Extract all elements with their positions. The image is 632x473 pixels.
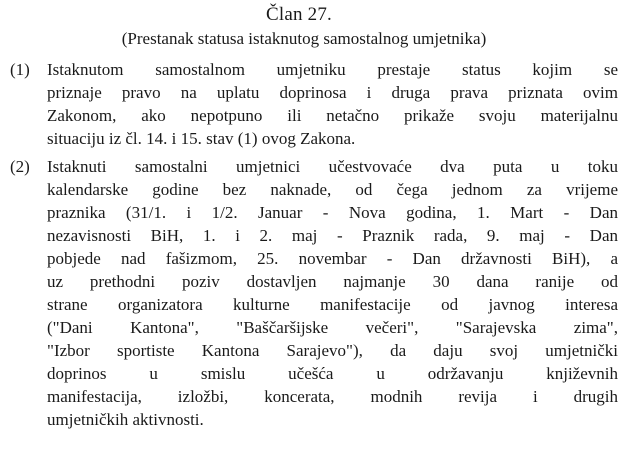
paragraph-body [47, 155, 618, 431]
article-subtitle [0, 28, 632, 49]
article-title-text: Član 27. [266, 4, 332, 25]
paragraph-line: manifestacija, izložbi, koncerata, modnih revija i drugih [47, 387, 618, 406]
paragraph-line: doprinos u smislu učešća u održavanju književnih [47, 364, 618, 383]
paragraph-line: nezavisnosti BiH, 1. i 2. maj - Praznik rada, 9. maj - Dan [47, 226, 618, 245]
paragraph-line: situaciju iz čl. 14. i 15. stav (1) ovog Zakona. [47, 129, 356, 148]
paragraph-line: Istaknutom samostalnom umjetniku prestaje status kojim se [47, 60, 618, 79]
paragraph-line: Zakonom, ako nepotpuno ili netačno prikaže svoju materijalnu [47, 106, 618, 125]
paragraph-line: priznaje pravo na uplatu doprinosa i druga prava priznata ovim [47, 83, 618, 102]
paragraph-line: umjetničkih aktivnosti. [47, 410, 204, 429]
article-title [0, 4, 632, 26]
paragraph-line: strane organizatora kulturne manifestacije od javnog interesa [47, 295, 618, 314]
paragraph-line: ("Dani Kantona", "Baščaršijske večeri", "Sarajevska zima", [47, 318, 618, 337]
paragraph-line: "Izbor sportiste Kantona Sarajevo"), da daju svoj umjetnički [47, 341, 618, 360]
paragraph-line: pobjede nad fašizmom, 25. novembar - Dan državnosti BiH), a [47, 249, 618, 268]
paragraph-number: (2) [10, 157, 30, 176]
paragraph-number: (1) [10, 60, 30, 79]
paragraph-line: praznika (31/1. i 1/2. Januar - Nova godina, 1. Mart - Dan [47, 203, 618, 222]
paragraph-line: kalendarske godine bez naknade, od čega jednom za vrijeme [47, 180, 618, 199]
paragraph-line: uz prethodni poziv dostavljen najmanje 30 dana ranije od [47, 272, 618, 291]
paragraph-line: Istaknuti samostalni umjetnici učestvovaće dva puta u toku [47, 157, 618, 176]
article-subtitle-text: (Prestanak statusa istaknutog samostalnog umjetnika) [121, 29, 487, 48]
paragraph-body [47, 58, 618, 150]
